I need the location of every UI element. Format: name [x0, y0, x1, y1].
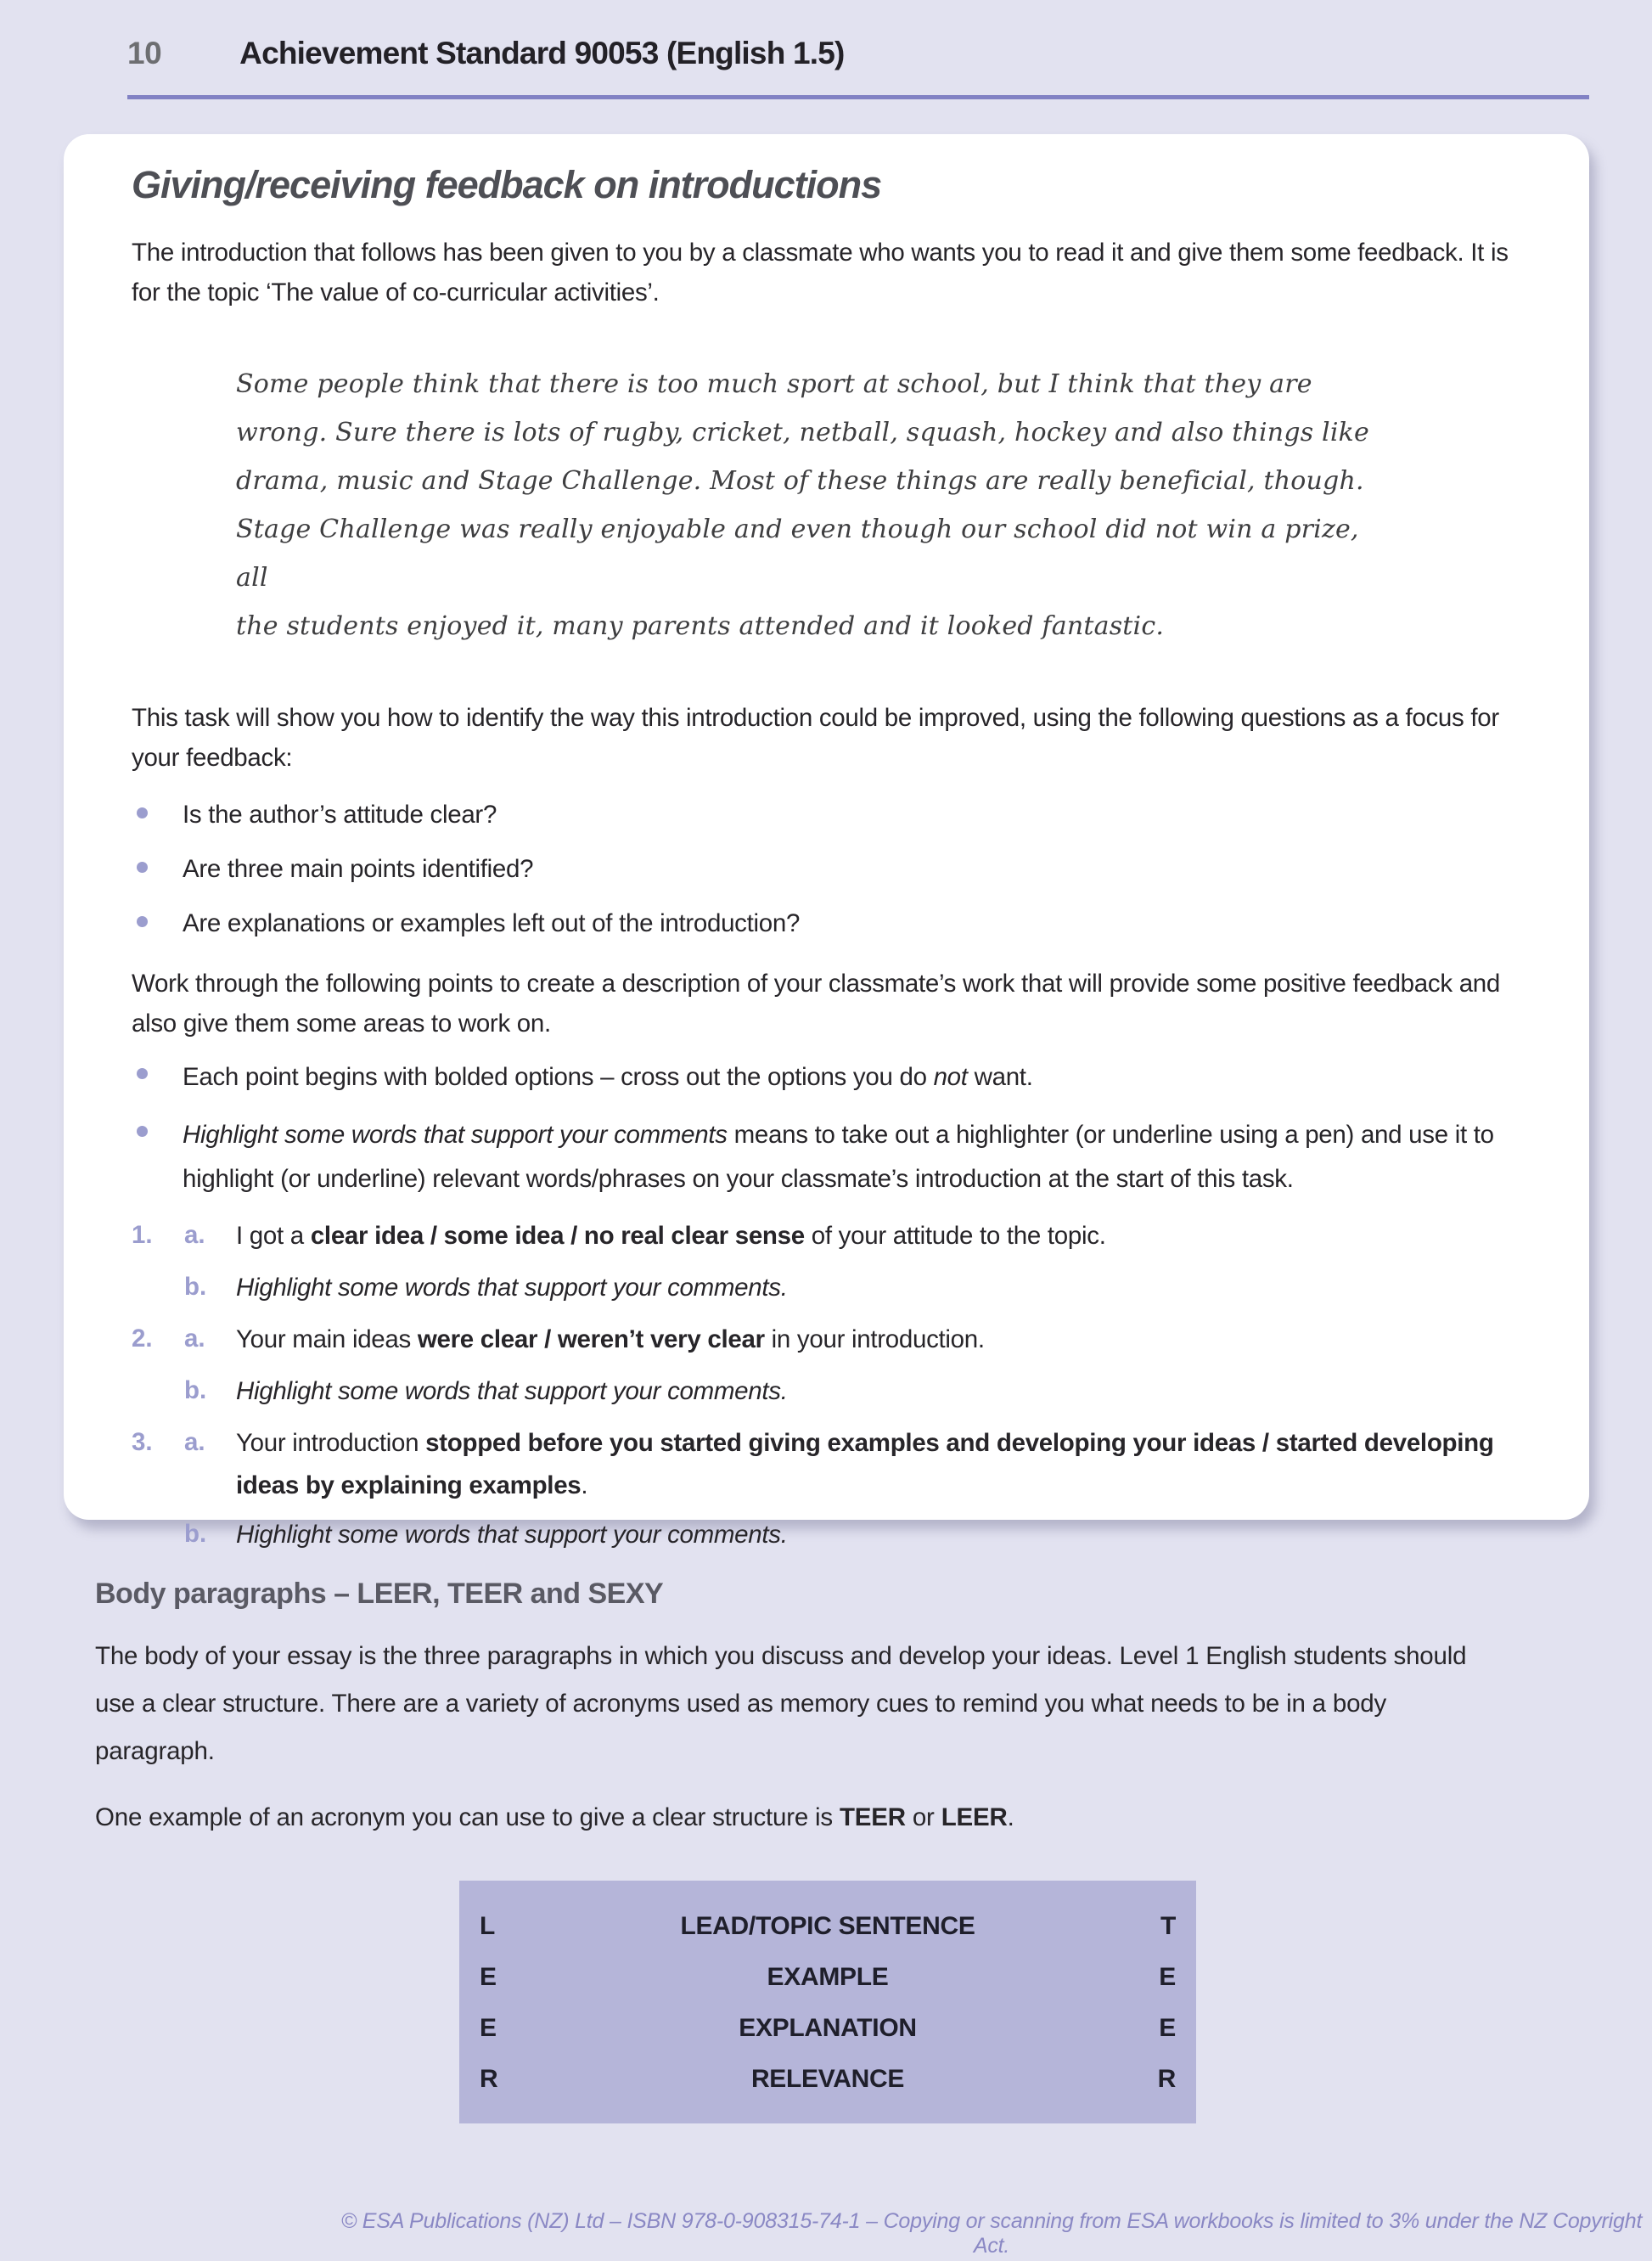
- item-text: Your main ideas were clear / weren’t very clear in your introduction.: [236, 1325, 985, 1353]
- list-item: [137, 1113, 1516, 1201]
- bullet-icon: [137, 807, 148, 818]
- page-footer: [0, 2209, 1652, 2258]
- section-paragraph: One example of an acronym you can use to give a clear structure is TEER or LEER.: [95, 1803, 1014, 1831]
- table-row: [480, 1952, 1176, 2003]
- item-text: Highlight some words that support your comments.: [236, 1521, 788, 1549]
- item-text: Highlight some words that support your comments.: [236, 1274, 788, 1302]
- card-title: Giving/receiving feedback on introductions: [132, 163, 882, 206]
- focus-question: Are three main points identified?: [183, 855, 534, 883]
- bullet-icon: [137, 862, 148, 873]
- work-through-paragraph: Work through the following points to create a description of your classmate’s work that will provide some positive feedback and also give them some areas to work on.: [132, 970, 1501, 1038]
- item-letter: a.: [184, 1428, 205, 1456]
- focus-question-list: [132, 795, 1516, 943]
- item-letter: a.: [184, 1221, 205, 1249]
- teer-letter: T: [1160, 1912, 1176, 1940]
- feedback-item-2b: [132, 1370, 1516, 1413]
- instruction-text: Each point begins with bolded options – cross out the options you do not want.: [183, 1063, 1033, 1091]
- leer-letter: R: [480, 2065, 498, 2093]
- section-paragraph: The body of your essay is the three paragraphs in which you discuss and develop your ideas. Level 1 English students should use a clear structure. There are a variety of acronyms used as memory cues to remind you what needs to be in a body paragraph.: [95, 1642, 1467, 1765]
- item-text: Highlight some words that support your comments.: [236, 1377, 788, 1405]
- item-letter: b.: [184, 1520, 207, 1548]
- quote-line: Stage Challenge was really enjoyable and even though our school did not win a prize, all: [236, 515, 1359, 593]
- teer-letter: E: [1159, 1963, 1176, 1991]
- bullet-icon: [137, 916, 148, 927]
- quote-line: wrong. Sure there is lots of rugby, cricket, netball, squash, hockey and also things like: [236, 418, 1369, 447]
- task-intro-paragraph: This task will show you how to identify the way this introduction could be improved, using the following questions as a focus for your feedback:: [132, 704, 1499, 772]
- quote-line: drama, music and Stage Challenge. Most of these things are really beneficial, though.: [236, 466, 1364, 496]
- acronym-meaning: RELEVANCE: [750, 2065, 905, 2093]
- focus-question: Are explanations or examples left out of the introduction?: [183, 909, 801, 937]
- header-title: Achievement Standard 90053 (English 1.5): [239, 36, 845, 70]
- list-item: [137, 849, 1516, 889]
- focus-question: Is the author’s attitude clear?: [183, 801, 497, 829]
- item-letter: b.: [184, 1273, 207, 1301]
- teer-letter: E: [1159, 2014, 1176, 2042]
- list-item: [137, 903, 1516, 943]
- leer-letter: E: [480, 1963, 497, 1991]
- page-header: [127, 36, 1587, 71]
- item-number: 2.: [132, 1325, 153, 1353]
- item-number: 1.: [132, 1221, 153, 1249]
- leer-letter: L: [480, 1912, 496, 1940]
- feedback-item-1a: [132, 1215, 1516, 1257]
- bullet-icon: [137, 1126, 148, 1137]
- quote-line: Some people think that there is too much sport at school, but I think that they are: [236, 369, 1312, 399]
- item-text: Your introduction stopped before you started giving examples and developing your ideas / started developing ideas by explaining examples.: [236, 1429, 1494, 1499]
- acronym-meaning: EXAMPLE: [767, 1963, 889, 1991]
- copyright-text: © ESA Publications (NZ) Ltd – ISBN 978-0-908315-74-1 – Copying or scanning from ESA workbooks is limited to 3% under the NZ Copyright Act.: [340, 2209, 1643, 2258]
- item-letter: b.: [184, 1376, 207, 1404]
- list-item: [137, 1055, 1516, 1100]
- feedback-item-3a: [132, 1422, 1516, 1507]
- bullet-icon: [137, 1068, 148, 1079]
- intro-paragraph: The introduction that follows has been given to you by a classmate who wants you to read it and give them some feedback. It is for the topic ‘The value of co-curricular activities’.: [132, 239, 1509, 307]
- instruction-text: Highlight some words that support your comments means to take out a highlighter (or underline using a pen) and use it to highlight (or underline) relevant words/phrases on your classmate’s introduction at the start of this task.: [183, 1121, 1494, 1193]
- acronym-meaning: EXPLANATION: [739, 2014, 917, 2042]
- list-item: [137, 795, 1516, 835]
- table-row: [480, 2003, 1176, 2054]
- classmate-introduction-quote: [236, 360, 1382, 650]
- instruction-list: [132, 1055, 1516, 1201]
- feedback-item-1b: [132, 1267, 1516, 1309]
- leer-letter: E: [480, 2014, 497, 2042]
- table-row: [480, 1901, 1176, 1952]
- feedback-item-2a: [132, 1319, 1516, 1361]
- item-number: 3.: [132, 1428, 153, 1456]
- feedback-point-list: [132, 1215, 1516, 1556]
- item-text: I got a clear idea / some idea / no real clear sense of your attitude to the topic.: [236, 1222, 1106, 1250]
- teer-letter: R: [1157, 2065, 1176, 2093]
- table-row: [480, 2054, 1176, 2105]
- section-heading: Body paragraphs – LEER, TEER and SEXY: [95, 1578, 664, 1610]
- body-paragraphs-section: [0, 1578, 1652, 2123]
- header-divider: [127, 95, 1589, 99]
- acronym-meaning: LEAD/TOPIC SENTENCE: [680, 1912, 975, 1940]
- feedback-item-3b: [132, 1514, 1516, 1556]
- leer-teer-table: [459, 1881, 1196, 2123]
- page-number: 10: [127, 36, 162, 70]
- quote-line: the students enjoyed it, many parents attended and it looked fantastic.: [236, 611, 1165, 641]
- item-letter: a.: [184, 1325, 205, 1353]
- activity-card: [64, 134, 1589, 1549]
